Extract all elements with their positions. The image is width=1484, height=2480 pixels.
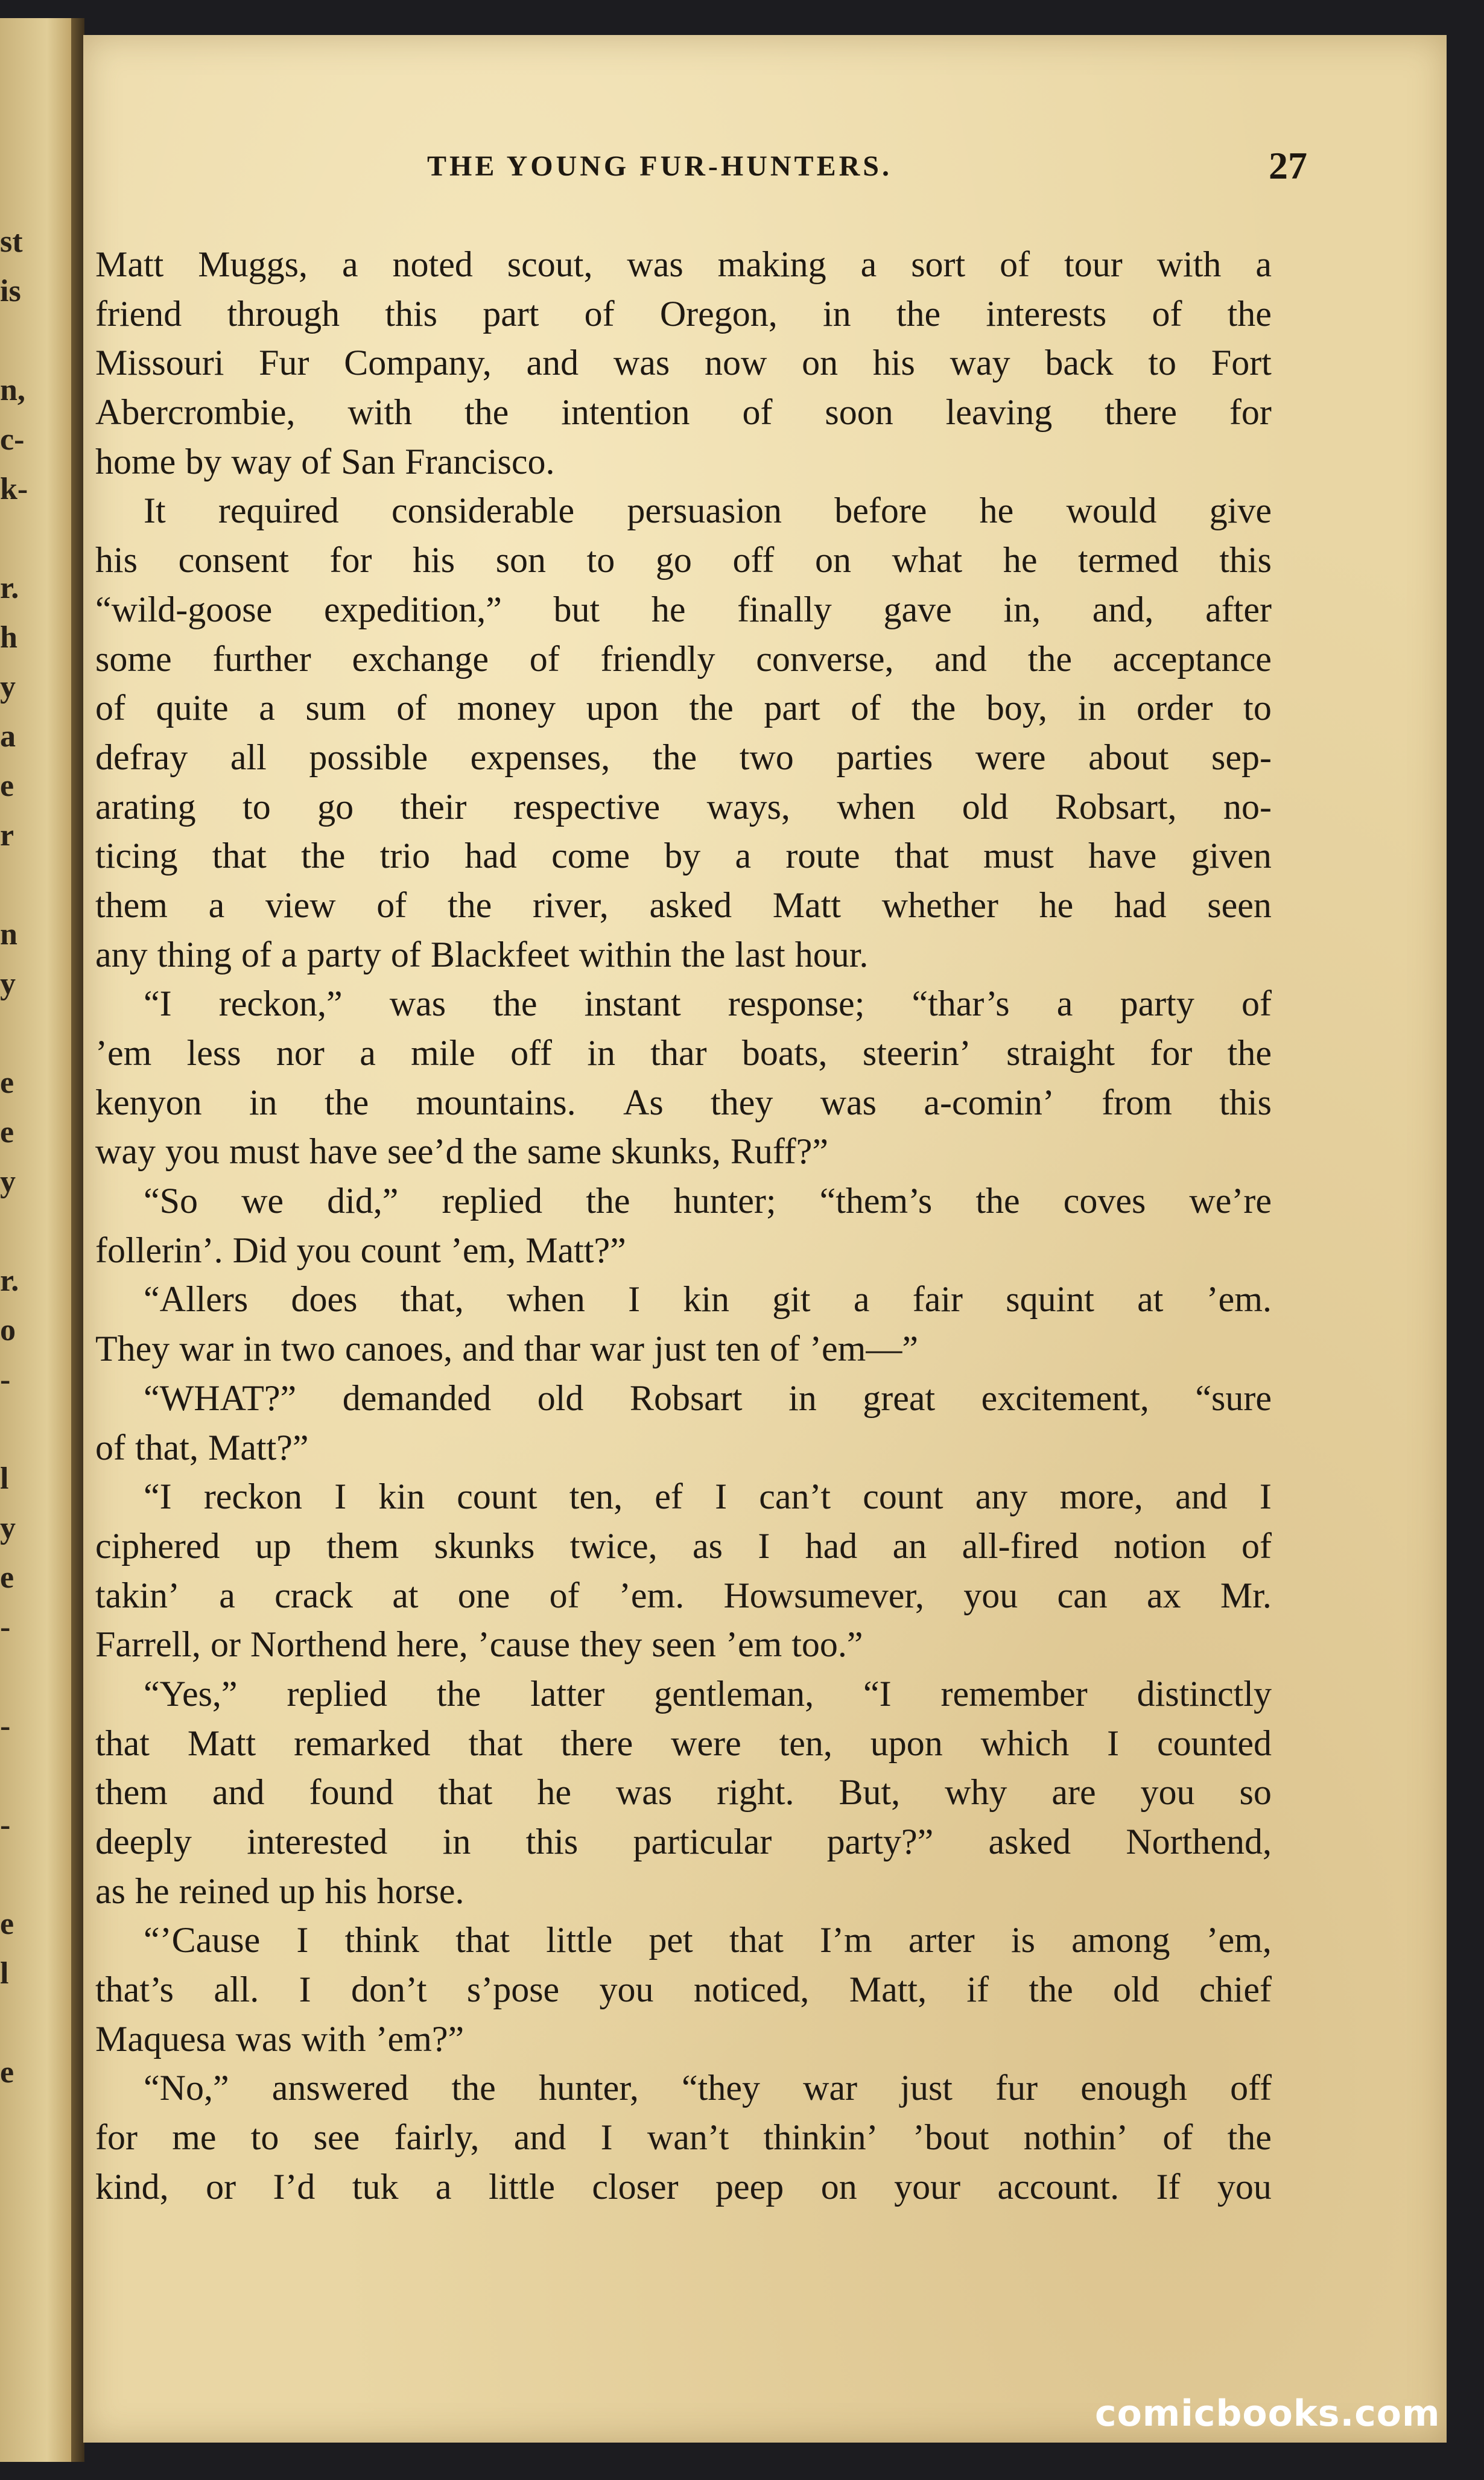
left-fragment: h: [0, 620, 17, 655]
text-line: kenyon in the mountains. As they was a-comin’ from this: [95, 1082, 1272, 1122]
left-fragment: l: [0, 1461, 9, 1496]
text-line: of that, Matt?”: [95, 1427, 309, 1467]
watermark: comicbooks.com: [1095, 2393, 1441, 2435]
running-title: THE YOUNG FUR-HUNTERS.: [427, 150, 892, 182]
text-line: ciphered up them skunks twice, as I had an all-fired notion of: [95, 1525, 1272, 1566]
text-line: They war in two canoes, and thar war just ten of ’em—”: [95, 1329, 918, 1369]
left-fragment: n: [0, 917, 17, 952]
running-head: [83, 144, 1447, 192]
text-line: friend through this part of Oregon, in the interests of the: [95, 293, 1272, 334]
text-line: “No,” answered the hunter, “they war just fur enough off: [144, 2068, 1272, 2108]
text-line: as he reined up his horse.: [95, 1871, 465, 1911]
left-fragment: y: [0, 670, 16, 704]
left-fragment: [0, 1751, 66, 1801]
text-line: Farrell, or Northend here, ’cause they seen ’em too.”: [95, 1624, 863, 1665]
text-line: follerin’. Did you count ’em, Matt?”: [95, 1230, 626, 1270]
body-text: [95, 240, 1272, 2212]
text-line: defray all possible expenses, the two parties were about sep-: [95, 737, 1272, 777]
left-fragment: -: [0, 1808, 11, 1842]
left-fragment: e: [0, 1066, 14, 1100]
text-line: them and found that he was right. But, why are you so: [95, 1772, 1272, 1813]
text-line: Abercrombie, with the intention of soon leaving there for: [95, 392, 1272, 433]
left-fragment: [0, 1850, 66, 1900]
left-fragment: [0, 1009, 66, 1058]
left-fragment: [0, 1405, 66, 1454]
left-fragment: n,: [0, 373, 25, 407]
left-fragment: r.: [0, 1264, 19, 1298]
left-fragment: is: [0, 274, 21, 308]
text-line: “’Cause I think that little pet that I’m arter is among ’em,: [144, 1920, 1272, 1960]
left-fragment: [0, 860, 66, 910]
text-line: Missouri Fur Company, and was now on his way back to Fort: [95, 343, 1272, 383]
text-line: arating to go their respective ways, when old Robsart, no-: [95, 786, 1272, 827]
left-fragment: e: [0, 1560, 14, 1595]
text-line: ’em less nor a mile off in thar boats, steerin’ straight for the: [95, 1033, 1272, 1073]
left-fragment: r.: [0, 571, 19, 605]
left-page-fragments: [0, 217, 66, 2097]
book-gutter: [71, 18, 84, 2462]
left-fragment: e: [0, 769, 14, 803]
text-line: Matt Muggs, a noted scout, was making a sort of tour with a: [95, 244, 1272, 284]
text-line: “Yes,” replied the latter gentleman, “I remember distinctly: [144, 1673, 1272, 1714]
text-line: takin’ a crack at one of ’em. Howsumever, you can ax Mr.: [95, 1575, 1272, 1615]
text-line: of quite a sum of money upon the part of the boy, in order to: [95, 688, 1272, 728]
text-line: any thing of a party of Blackfeet within the last hour.: [95, 934, 869, 975]
text-line: Maquesa was with ’em?”: [95, 2018, 465, 2059]
left-fragment: [0, 1652, 66, 1702]
text-line: “So we did,” replied the hunter; “them’s the coves we’re: [144, 1181, 1272, 1221]
left-fragment: -: [0, 1362, 11, 1397]
left-fragment: r: [0, 818, 14, 853]
text-line: that Matt remarked that there were ten, upon which I counted: [95, 1723, 1272, 1763]
text-line: for me to see fairly, and I wan’t thinkin’ ’bout nothin’ of the: [95, 2117, 1272, 2158]
left-page-edge: [0, 18, 78, 2462]
left-fragment: l: [0, 1956, 9, 1991]
text-line: kind, or I’d tuk a little closer peep on your account. If you: [95, 2166, 1272, 2207]
left-fragment: o: [0, 1313, 16, 1347]
text-line: some further exchange of friendly converse, and the acceptance: [95, 638, 1272, 679]
left-fragment: a: [0, 719, 16, 754]
left-fragment: [0, 316, 66, 366]
left-fragment: y: [0, 1511, 16, 1545]
left-fragment: e: [0, 1115, 14, 1149]
left-fragment: k-: [0, 472, 28, 506]
left-fragment: [0, 514, 66, 564]
text-line: them a view of the river, asked Matt whether he had seen: [95, 885, 1272, 925]
text-line: his consent for his son to go off on what he termed this: [95, 540, 1272, 580]
left-fragment: e: [0, 2055, 14, 2090]
left-fragment: y: [0, 1165, 16, 1199]
text-line: It required considerable persuasion before he would give: [144, 491, 1272, 531]
text-line: “WHAT?” demanded old Robsart in great excitement, “sure: [144, 1378, 1272, 1418]
text-line: way you must have see’d the same skunks, Ruff?”: [95, 1131, 828, 1172]
left-fragment: [0, 1998, 66, 2048]
left-fragment: -: [0, 1709, 11, 1743]
book-page: [83, 35, 1447, 2443]
text-line: home by way of San Francisco.: [95, 441, 555, 482]
left-fragment: [0, 1207, 66, 1256]
left-fragment: -: [0, 1610, 11, 1644]
text-line: “I reckon,” was the instant response; “thar’s a party of: [144, 984, 1272, 1024]
left-fragment: c-: [0, 422, 25, 457]
page-number: 27: [1269, 144, 1307, 187]
text-line: that’s all. I don’t s’pose you noticed, Matt, if the old chief: [95, 1970, 1272, 2010]
text-line: ticing that the trio had come by a route that must have given: [95, 836, 1272, 876]
left-fragment: st: [0, 224, 23, 259]
text-line: “wild-goose expedition,” but he finally gave in, and, after: [95, 589, 1272, 629]
text-line: “I reckon I kin count ten, ef I can’t count any more, and I: [144, 1477, 1272, 1517]
left-fragment: e: [0, 1907, 14, 1941]
text-line: deeply interested in this particular party?” asked Northend,: [95, 1822, 1272, 1862]
left-fragment: y: [0, 967, 16, 1001]
text-line: “Allers does that, when I kin git a fair squint at ’em.: [144, 1279, 1272, 1320]
